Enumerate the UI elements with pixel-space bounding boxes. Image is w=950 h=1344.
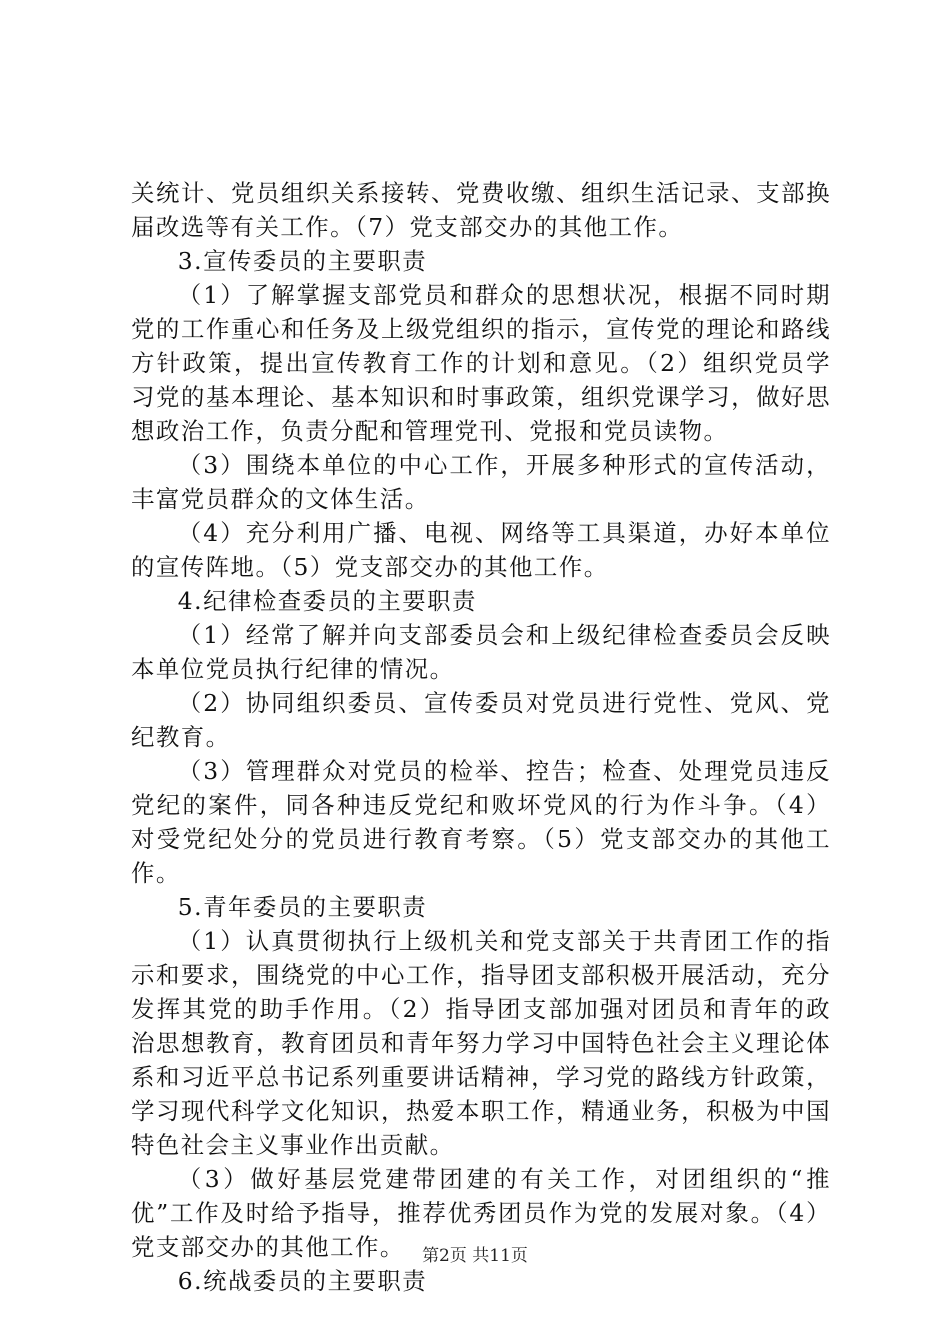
- paragraph: （3）做好基层党建带团建的有关工作，对团组织的“推优”工作及时给予指导，推荐优秀团员作为党的发展对象。（4）党支部交办的其他工作。: [131, 1165, 831, 1261]
- section-heading-united-front: 6.统战委员的主要职责: [177, 1267, 428, 1295]
- paragraph: （1）认真贯彻执行上级机关和党支部关于共青团工作的指示和要求，围绕党的中心工作，指导团支部积极开展活动，充分发挥其党的助手作用。（2）指导团支部加强对团员和青年的政治思想教育，教育团员和青年努力学习中国特色社会主义理论体系和习近平总书记系列重要讲话精神，学习党的路线方针政策，学习现代科学文化知识，热爱本职工作，精通业务，积极为中国特色社会主义事业作出贡献。: [131, 927, 831, 1159]
- page-number-footer: 第2页 共11页: [422, 1246, 528, 1266]
- document-body: [131, 176, 831, 1298]
- section-heading-youth: 5.青年委员的主要职责: [177, 893, 428, 921]
- paragraph-continuation: 关统计、党员组织关系接转、党费收缴、组织生活记录、支部换届改选等有关工作。（7）党支部交办的其他工作。: [131, 179, 831, 241]
- paragraph: （1）了解掌握支部党员和群众的思想状况，根据不同时期党的工作重心和任务及上级党组织的指示，宣传党的理论和路线方针政策，提出宣传教育工作的计划和意见。（2）组织党员学习党的基本理论、基本知识和时事政策，组织党课学习，做好思想政治工作，负责分配和管理党刊、党报和党员读物。: [131, 281, 831, 445]
- section-heading-discipline: 4.纪律检查委员的主要职责: [177, 587, 477, 615]
- paragraph: （2）协同组织委员、宣传委员对党员进行党性、党风、党纪教育。: [131, 689, 831, 751]
- paragraph: （3）围绕本单位的中心工作，开展多种形式的宣传活动，丰富党员群众的文体生活。: [131, 451, 831, 513]
- paragraph: （4）充分利用广播、电视、网络等工具渠道，办好本单位的宣传阵地。（5）党支部交办的其他工作。: [131, 519, 831, 581]
- paragraph: （3）管理群众对党员的检举、控告；检查、处理党员违反党纪的案件，同各种违反党纪和败坏党风的行为作斗争。（4）对受党纪处分的党员进行教育考察。（5）党支部交办的其他工作。: [131, 757, 831, 887]
- paragraph: （1）经常了解并向支部委员会和上级纪律检查委员会反映本单位党员执行纪律的情况。: [131, 621, 831, 683]
- section-heading-propaganda: 3.宣传委员的主要职责: [177, 247, 428, 275]
